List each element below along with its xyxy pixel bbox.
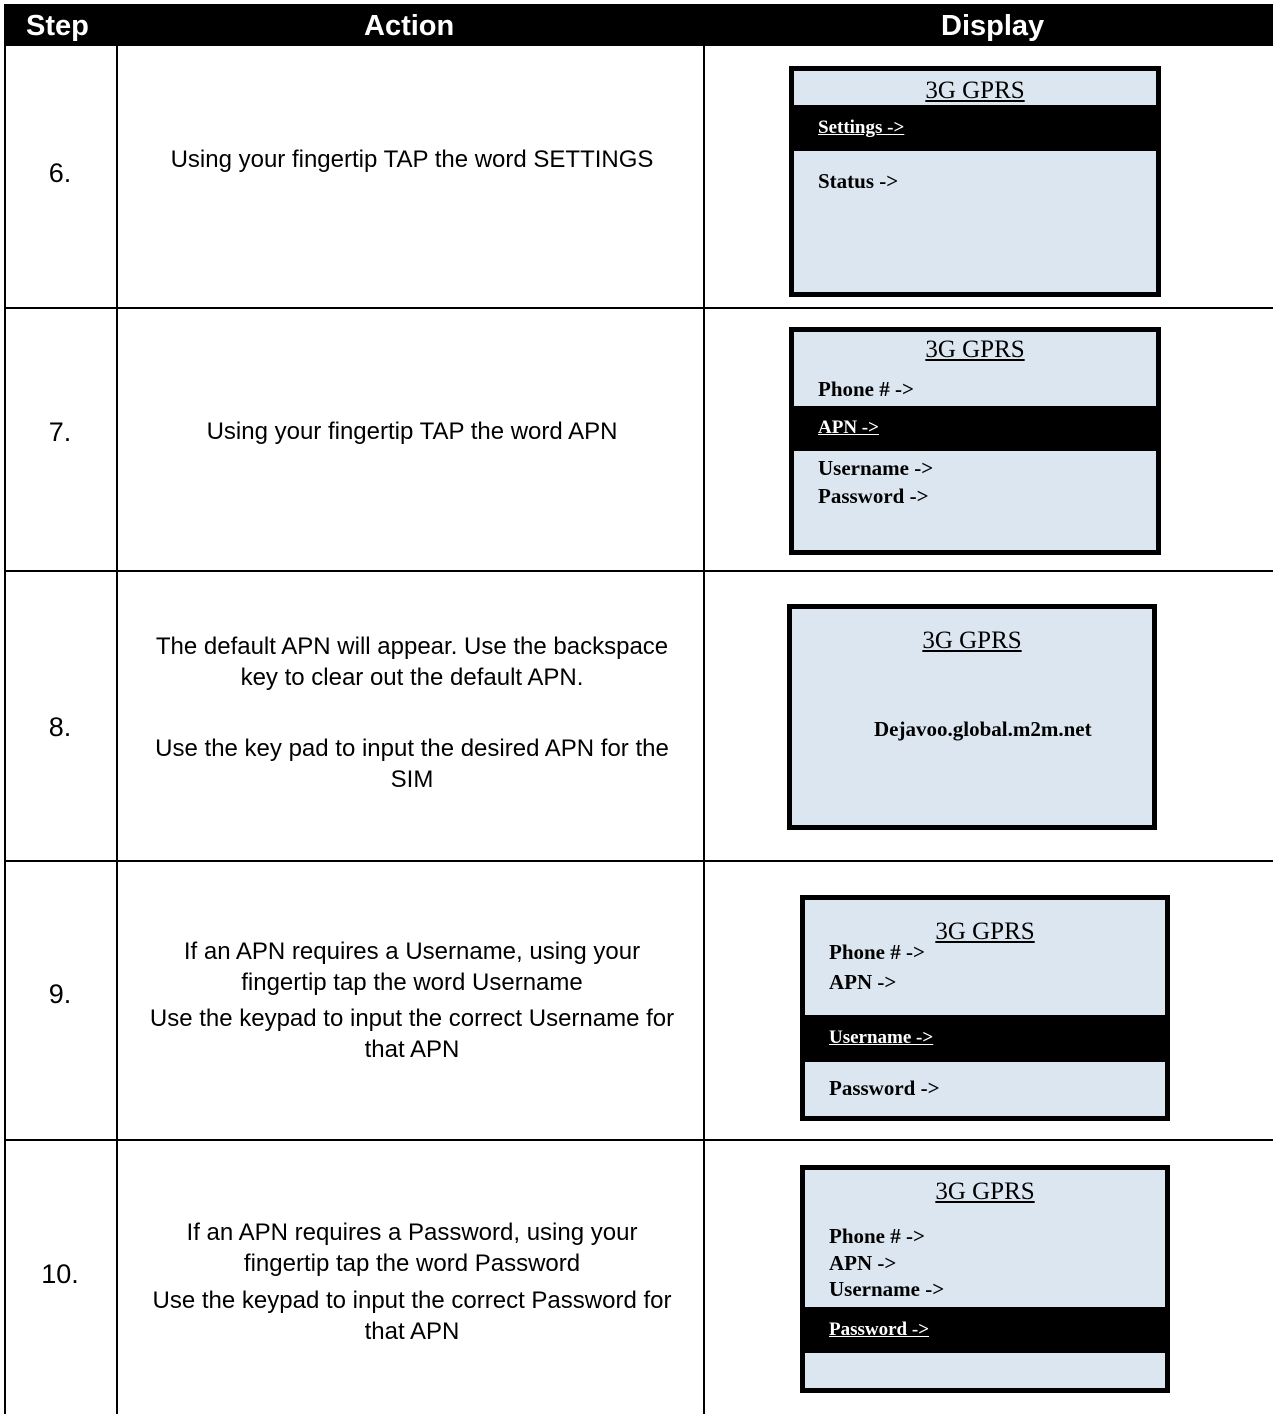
action-text: Use the keypad to input the correct Password for [152, 1287, 672, 1314]
step-number: 8. [48, 712, 72, 742]
action-text: SIM [390, 766, 434, 793]
menu-item-apn[interactable]: APN -> [829, 1251, 897, 1275]
step-number: 7. [48, 417, 72, 447]
device-screen [789, 327, 1161, 555]
screen-title: 3G GPRS [925, 336, 1025, 363]
action-text: Using your fingertip TAP the word APN [206, 418, 618, 445]
menu-item-password[interactable] [805, 1307, 1169, 1353]
menu-item-password[interactable]: Password -> [829, 1076, 940, 1100]
action-text: Using your fingertip TAP the word SETTINGS [170, 146, 654, 173]
table-header [4, 4, 1273, 46]
action-text: that APN [364, 1318, 460, 1345]
header-display: Display [941, 10, 1045, 42]
action-text: If an APN requires a Username, using your [183, 938, 641, 965]
table-row [4, 862, 1273, 1141]
apn-value: Dejavoo.global.m2m.net [874, 717, 1092, 741]
device-screen [789, 66, 1161, 297]
menu-item-apn[interactable] [794, 406, 1160, 451]
screen-title: 3G GPRS [935, 1178, 1035, 1205]
menu-item-label: APN -> [818, 417, 879, 438]
device-screen [800, 895, 1170, 1121]
menu-item-status[interactable]: Status -> [818, 169, 899, 193]
screen-title: 3G GPRS [925, 77, 1025, 104]
menu-item-phone[interactable]: Phone # -> [829, 940, 925, 964]
header-action: Action [364, 10, 455, 42]
menu-item-phone[interactable]: Phone # -> [818, 377, 914, 401]
table-row [4, 309, 1273, 572]
menu-item-settings[interactable] [794, 105, 1160, 151]
menu-item-phone[interactable]: Phone # -> [829, 1224, 925, 1248]
screen-title: 3G GPRS [935, 918, 1035, 945]
menu-item-username[interactable]: Username -> [829, 1277, 945, 1301]
action-text: key to clear out the default APN. [240, 664, 584, 691]
action-text: If an APN requires a Password, using your [186, 1219, 638, 1246]
device-screen [787, 604, 1157, 830]
screen-title: 3G GPRS [922, 627, 1022, 654]
step-number: 9. [48, 979, 72, 1009]
action-text: Use the keypad to input the correct Username for [149, 1005, 675, 1032]
menu-item-label: Settings -> [818, 117, 905, 138]
menu-item-label: Password -> [829, 1319, 930, 1340]
menu-item-username[interactable] [805, 1015, 1169, 1062]
menu-item-username[interactable]: Username -> [818, 456, 934, 480]
table-row [4, 46, 1273, 309]
action-text: fingertip tap the word Username [241, 969, 583, 996]
menu-item-apn[interactable]: APN -> [829, 970, 897, 994]
header-step: Step [26, 10, 89, 42]
table-row [4, 572, 1273, 862]
device-screen [800, 1165, 1170, 1393]
menu-item-label: Username -> [829, 1027, 934, 1048]
step-number: 6. [48, 158, 72, 188]
action-text: that APN [364, 1036, 460, 1063]
step-number: 10. [41, 1259, 79, 1289]
action-text: Use the key pad to input the desired APN for the [155, 735, 669, 762]
table-row [4, 1141, 1273, 1414]
action-text: The default APN will appear. Use the backspace [155, 633, 669, 660]
menu-item-password[interactable]: Password -> [818, 484, 929, 508]
action-text: fingertip tap the word Password [243, 1250, 581, 1277]
